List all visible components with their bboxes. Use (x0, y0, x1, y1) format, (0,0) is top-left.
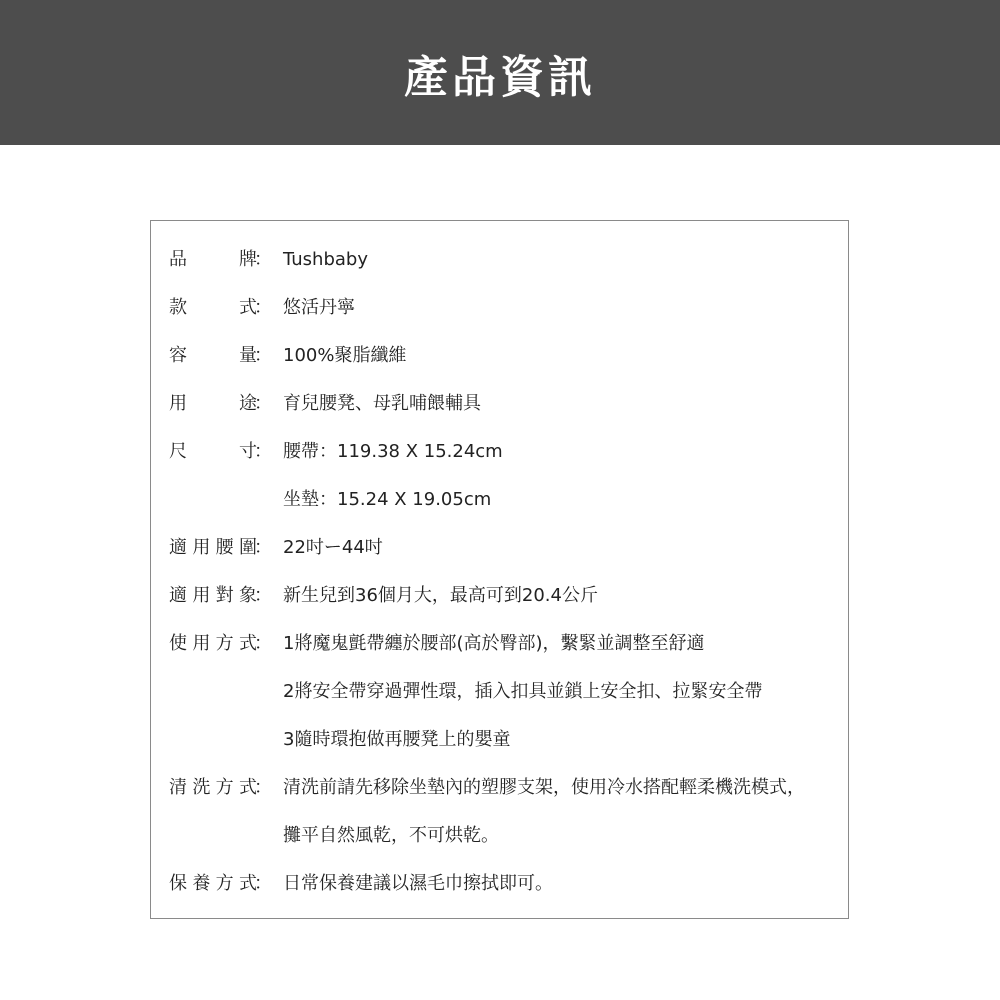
row-value: Tushbaby (283, 249, 368, 270)
row-label (169, 581, 257, 611)
info-row-instructions-cont (151, 677, 848, 707)
row-colon: ： (254, 345, 272, 366)
label-char: 式 (238, 633, 257, 654)
label-char: 式 (238, 873, 257, 894)
label-char: 方 (215, 633, 234, 654)
row-colon: ： (254, 873, 272, 894)
row-colon: ： (254, 297, 272, 318)
row-value: 新生兒到36個月大，最高可到20.4公斤 (283, 585, 598, 606)
info-row-material (151, 341, 848, 371)
label-char: 保 (169, 873, 187, 894)
row-colon: ： (254, 441, 272, 462)
label-char: 尺 (169, 441, 187, 462)
row-label (169, 293, 257, 323)
row-label (169, 389, 257, 419)
row-value: 清洗前請先移除坐墊內的塑膠支架，使用冷水搭配輕柔機洗模式， (283, 777, 805, 798)
row-label (169, 869, 257, 899)
label-char: 方 (215, 873, 234, 894)
info-row-washing-cont (151, 821, 848, 851)
label-char: 洗 (192, 777, 211, 798)
label-char: 式 (238, 777, 257, 798)
label-char: 用 (192, 633, 211, 654)
page-title: 產品資訊 (404, 51, 596, 103)
info-row-waist (151, 533, 848, 563)
label-char: 款 (169, 297, 187, 318)
row-value: 100%聚脂纖維 (283, 345, 407, 366)
label-char: 方 (215, 777, 234, 798)
header-banner (0, 0, 1000, 145)
label-char: 量 (239, 345, 257, 366)
label-char: 用 (192, 537, 211, 558)
row-value: 2將安全帶穿過彈性環，插入扣具並鎖上安全扣、拉緊安全帶 (283, 681, 763, 702)
row-label (169, 437, 257, 467)
label-char: 適 (169, 585, 187, 606)
info-row-instructions (151, 629, 848, 659)
label-char: 寸 (239, 441, 257, 462)
info-row-washing (151, 773, 848, 803)
label-char: 用 (192, 585, 211, 606)
row-colon: ： (254, 249, 272, 270)
row-colon: ： (254, 777, 272, 798)
row-value: 1將魔鬼氈帶纏於腰部(高於臀部)，繫緊並調整至舒適 (283, 633, 705, 654)
label-char: 容 (169, 345, 187, 366)
info-row-target (151, 581, 848, 611)
product-info-box (150, 220, 849, 919)
label-char: 象 (238, 585, 257, 606)
row-value: 腰帶：119.38 X 15.24cm (283, 441, 503, 462)
info-row-size (151, 437, 848, 467)
label-char: 清 (169, 777, 187, 798)
row-value: 攤平自然風乾，不可烘乾。 (283, 825, 499, 846)
label-char: 對 (215, 585, 234, 606)
label-char: 品 (169, 249, 187, 270)
info-row-size-cont (151, 485, 848, 515)
row-label (169, 341, 257, 371)
label-char: 圍 (238, 537, 257, 558)
row-label (169, 629, 257, 659)
row-label (169, 245, 257, 275)
label-char: 牌 (239, 249, 257, 270)
label-char: 用 (169, 393, 187, 414)
label-char: 式 (239, 297, 257, 318)
row-colon: ： (254, 537, 272, 558)
row-value: 3隨時環抱做再腰凳上的嬰童 (283, 729, 511, 750)
info-row-usage (151, 389, 848, 419)
row-colon: ： (254, 585, 272, 606)
label-char: 途 (239, 393, 257, 414)
row-label (169, 533, 257, 563)
info-row-brand (151, 245, 848, 275)
row-colon: ： (254, 633, 272, 654)
row-value: 悠活丹寧 (283, 297, 355, 318)
info-row-care (151, 869, 848, 899)
row-value: 育兒腰凳、母乳哺餵輔具 (283, 393, 481, 414)
info-row-style (151, 293, 848, 323)
label-char: 腰 (215, 537, 234, 558)
label-char: 適 (169, 537, 187, 558)
row-value: 日常保養建議以濕毛巾擦拭即可。 (283, 873, 553, 894)
row-colon: ： (254, 393, 272, 414)
label-char: 使 (169, 633, 187, 654)
row-label (169, 773, 257, 803)
info-row-instructions-cont (151, 725, 848, 755)
label-char: 養 (192, 873, 211, 894)
row-value: 坐墊：15.24 X 19.05cm (283, 489, 492, 510)
row-value: 22吋ー44吋 (283, 537, 383, 558)
